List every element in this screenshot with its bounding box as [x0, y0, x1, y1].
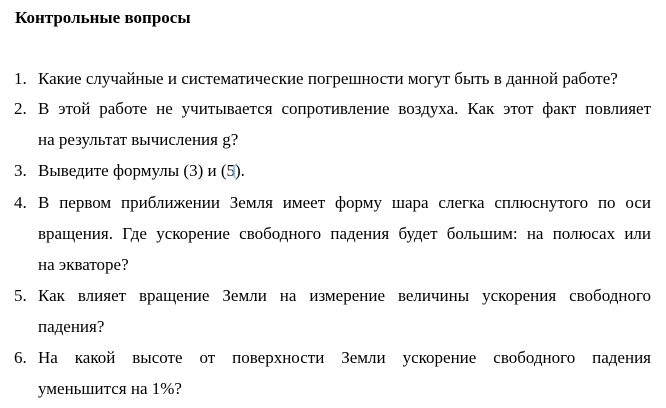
question-number: 3.	[14, 161, 27, 180]
question-text-line: на результат вычисления g?	[38, 130, 239, 149]
question-text-line: В этой работе не учитывается сопротивление воздуха. Как этот факт повлияет	[38, 99, 651, 118]
question-number: 5.	[14, 286, 27, 305]
text-cursor-highlight	[233, 163, 243, 180]
question-text-line: Выведите формулы (3) и (5).	[38, 161, 245, 180]
section-heading: Контрольные вопросы	[15, 8, 191, 27]
question-text-line: На какой высоте от поверхности Земли ускорение свободного падения	[38, 348, 651, 367]
question-text-line: на экваторе?	[38, 255, 129, 274]
question-number: 2.	[14, 99, 27, 118]
question-text-line: падения?	[38, 317, 105, 336]
question-number: 4.	[14, 193, 27, 212]
question-number: 6.	[14, 348, 27, 367]
question-text-line: В первом приближении Земля имеет форму шара слегка сплюснутого по оси	[38, 193, 651, 212]
question-text-line: Какие случайные и систематические погрешности могут быть в данной работе?	[38, 69, 618, 88]
question-text-line: вращения. Где ускорение свободного падения будет большим: на полюсах или	[38, 224, 651, 243]
question-text-line: уменьшится на 1%?	[38, 379, 182, 398]
question-number: 1.	[14, 69, 27, 88]
question-text-line: Как влияет вращение Земли на измерение величины ускорения свободного	[38, 286, 651, 305]
